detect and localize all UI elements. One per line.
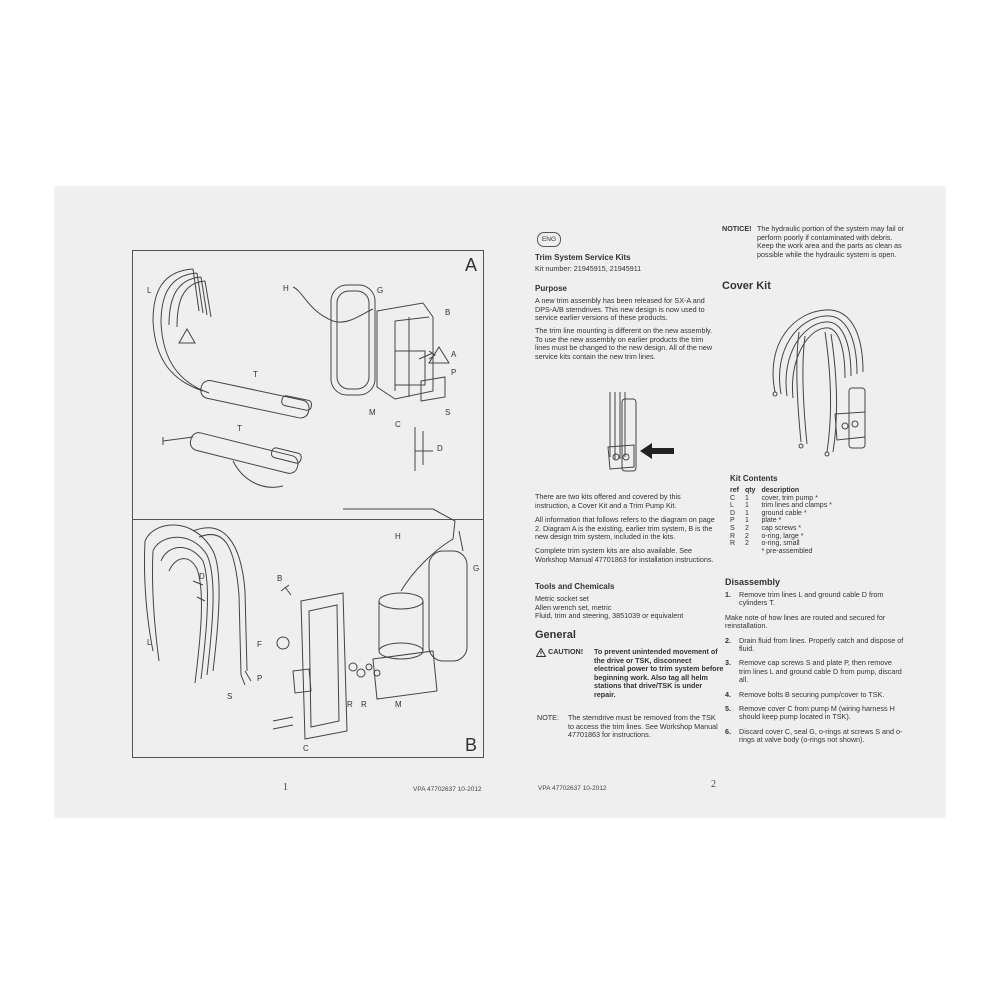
step-text: Remove cover C from pump M (wiring harness H should keep pump located in TSK).: [739, 704, 895, 722]
label-b-m: M: [395, 700, 402, 709]
kits-paragraph-3: Complete trim system kits are also available. See Workshop Manual 47701863 for installation instructions.: [535, 546, 714, 564]
tools-heading: Tools and Chemicals: [535, 582, 615, 591]
step-number: 2.: [725, 635, 731, 645]
cell-description: cover, trim pump *: [761, 494, 818, 502]
purpose-heading: Purpose: [535, 284, 568, 293]
label-a-h: H: [283, 284, 289, 293]
label-b-b: B: [277, 574, 283, 583]
cell-qty: 1: [744, 494, 749, 502]
cell-qty: [745, 548, 762, 556]
cell-description: o-ring, small: [761, 540, 800, 548]
tools-item: Fluid, trim and steering, 3851039 or equivalent: [535, 611, 684, 621]
disassembly-steps: [725, 591, 905, 751]
step-text: Remove cap screws S and plate P, then remove trim lines L and ground cable D from pump, discard all.: [739, 658, 902, 685]
caution-text: To prevent unintended movement of the drive or TSK, disconnect electrical power to trim system before beginning work. Also tag all helm stations that drive/TSK is under repair.: [594, 647, 724, 699]
step-text: Remove trim lines L and ground cable D from cylinders T.: [739, 590, 884, 608]
step-text: Drain fluid from lines. Properly catch and dispose of fluid.: [739, 635, 904, 654]
label-b-r1: R: [347, 700, 353, 709]
general-heading: General: [535, 629, 576, 641]
step-number: 3.: [725, 658, 731, 668]
disassembly-step: [725, 659, 905, 684]
cell-ref: P: [730, 517, 735, 525]
disassembly-step: [725, 705, 905, 722]
col-qty: qty: [744, 487, 756, 494]
label-b-l: L: [147, 638, 152, 647]
cell-qty: 1: [744, 517, 749, 525]
label-a-m: M: [369, 408, 376, 417]
label-b-s: S: [227, 692, 233, 701]
cell-ref: R: [730, 532, 736, 540]
cell-description: ground cable *: [761, 509, 807, 517]
cover-kit-heading: Cover Kit: [722, 280, 771, 292]
label-b-f: F: [257, 640, 262, 649]
step-number: 4.: [725, 689, 731, 699]
step-number: 1.: [725, 590, 731, 599]
label-a-b: B: [445, 308, 451, 317]
notice-label: NOTICE!: [722, 224, 752, 233]
tools-item: Metric socket set: [535, 594, 589, 603]
cell-ref: R: [730, 540, 736, 548]
disassembly-step: [725, 591, 905, 608]
document-sheet: [55, 187, 945, 817]
cell-qty: 2: [744, 532, 749, 540]
left-footer: VPA 47702637 10-2012: [413, 786, 482, 793]
right-footer: VPA 47702637 10-2012: [538, 785, 607, 792]
label-a-p: P: [451, 368, 457, 377]
table-row: [730, 502, 838, 510]
cell-qty: 2: [744, 540, 749, 548]
table-row: [730, 533, 838, 541]
kits-paragraph-1: There are two kits offered and covered by this instruction, a Cover Kit and a Trim Pump Kit.: [535, 492, 681, 510]
label-b-d: D: [199, 572, 205, 581]
tools-list: [535, 595, 725, 621]
diagram-a-letter: A: [464, 255, 477, 275]
cell-description: cap screws *: [761, 524, 802, 532]
kit-contents-table: [730, 487, 838, 555]
disassembly-step: [725, 691, 905, 699]
disassembly-step: [725, 637, 905, 654]
tools-item: Allen wrench set, metric: [535, 602, 612, 612]
label-b-h: H: [395, 532, 401, 541]
cell-ref: [730, 548, 745, 556]
caution-icon: [536, 648, 546, 657]
diagram-b-letter: B: [464, 735, 477, 755]
left-page: [55, 187, 500, 817]
cell-description: trim lines and clamps *: [761, 502, 832, 510]
cell-ref: L: [730, 502, 734, 510]
kit-number: Kit number: 21945915, 21945911: [535, 264, 642, 273]
col-description: description: [761, 487, 800, 494]
language-badge: ENG: [537, 232, 561, 247]
label-a-d: D: [437, 444, 443, 453]
kit-contents-heading: Kit Contents: [730, 474, 778, 483]
step-text: Remove bolts B securing pump/cover to TSK.: [739, 689, 885, 699]
cell-ref: S: [730, 524, 735, 532]
left-page-number: 1: [283, 782, 288, 793]
cell-ref: C: [730, 494, 736, 502]
table-row: [730, 548, 838, 556]
label-a-l: L: [147, 286, 152, 295]
disassembly-step: [725, 728, 905, 745]
step-number: 5.: [725, 704, 731, 714]
cell-ref: D: [730, 509, 736, 517]
cell-qty: 1: [744, 509, 749, 517]
disassembly-step: [725, 614, 905, 631]
right-page-number: 2: [711, 779, 716, 790]
cell-qty: 2: [744, 524, 749, 532]
col-ref: ref: [730, 487, 739, 494]
label-a-c: C: [395, 420, 401, 429]
new-trim-assembly-figure: [600, 387, 680, 482]
step-number: 6.: [725, 726, 731, 736]
step-text: Make note of how lines are routed and secured for reinstallation.: [725, 612, 886, 631]
cell-qty: 1: [744, 502, 749, 510]
diagram-frame: [132, 250, 484, 758]
cell-description: plate *: [761, 517, 782, 525]
kits-paragraph-2: All information that follows refers to the diagram on page 2. Diagram A is the existing, earlier trim system, B is the new design trim system, included in the kits.: [535, 515, 715, 542]
table-row: [730, 495, 838, 503]
label-a-s: S: [445, 408, 451, 417]
label-a-a: A: [451, 350, 457, 359]
note-label: NOTE:: [537, 713, 559, 722]
cell-description: * pre-assembled: [761, 547, 813, 555]
cell-description: o-ring, large *: [761, 532, 804, 540]
doc-title: Trim System Service Kits: [535, 253, 631, 262]
trim-system-illustration: [133, 251, 485, 759]
table-row: [730, 540, 838, 548]
note-text: The sterndrive must be removed from the TSK to access the trim lines. See Workshop Manual 47701863 for instructions.: [568, 713, 718, 740]
label-b-r2: R: [361, 700, 367, 709]
purpose-paragraph-2: The trim line mounting is different on the new assembly. To use the new assembly on earlier products the trim lines must be changed to the new design. All of the new service kits contain the new trim lines.: [535, 326, 713, 361]
disassembly-heading: Disassembly: [725, 577, 781, 587]
label-b-p: P: [257, 674, 263, 683]
label-b-c: C: [303, 744, 309, 753]
notice-text: The hydraulic portion of the system may fail or perform poorly if contaminated with debris. Keep the work area and the parts as clean as possible while the hydraulic system is open.: [757, 224, 905, 259]
label-a-t1: T: [253, 370, 258, 379]
label-a-t2: T: [237, 424, 242, 433]
table-row: [730, 510, 838, 518]
table-row: [730, 525, 838, 533]
label-b-g: G: [473, 564, 480, 573]
table-row: [730, 517, 838, 525]
step-text: Discard cover C, seal G, o-rings at screws S and o-rings at valve body (o-rings not shown).: [739, 726, 903, 745]
purpose-paragraph-1: A new trim assembly has been released for SX-A and DPS-A/B sterndrives. This new design is now used to service earlier versions of these products.: [535, 296, 705, 323]
label-a-g: G: [377, 286, 384, 295]
cover-kit-figure: [755, 302, 875, 462]
caution-label: CAUTION!: [548, 647, 584, 656]
